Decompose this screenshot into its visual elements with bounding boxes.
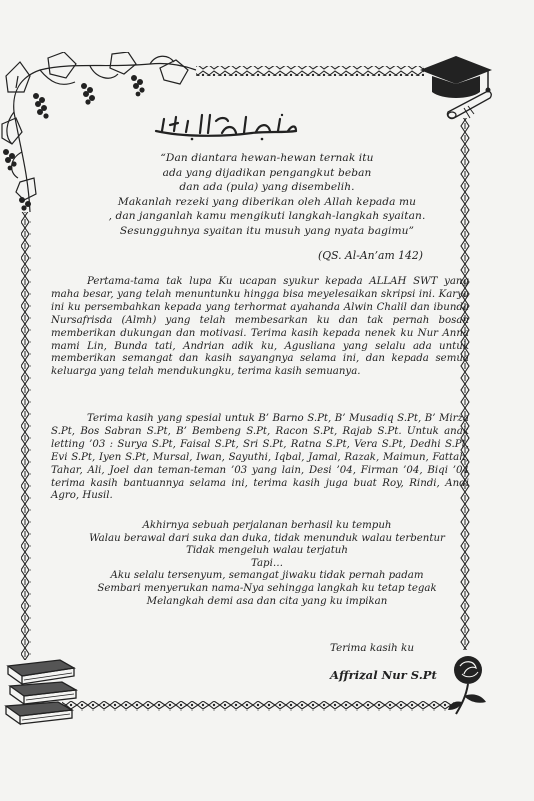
book-stack-icon [4, 656, 82, 726]
quote-line: ada yang dijadikan pengangkut beban [162, 166, 372, 179]
poem-line: Melangkah demi asa dan cita yang ku impikan [146, 595, 388, 607]
poem-line: Tapi… [250, 557, 284, 569]
rose-icon [446, 652, 496, 716]
poem-line: Tidak mengeluh walau terjatuh [186, 545, 348, 557]
signature-name: Affrizal Nur S.Pt [330, 668, 437, 682]
quote-reference: (QS. Al-An’am 142) [318, 249, 423, 262]
quote-line: “Dan diantara hewan-hewan ternak itu [160, 152, 374, 164]
quote-line: Makanlah rezeki yang diberikan oleh Allah kepada mu [117, 195, 417, 208]
poem-line: Aku selalu tersenyum, semangat jiwaku tidak pernah padam [110, 570, 424, 582]
signature-thanks: Terima kasih ku [330, 642, 415, 654]
quote-line: dan ada (pula) yang disembelih. [179, 181, 355, 194]
dedication-paragraph: Pertama-tama tak lupa Ku ucapan syukur kepada ALLAH SWT yang maha besar, yang telah menuntunku hingga bisa meyelesaikan skripsi ini. Karya ini ku persembahkan kepada yang terhormat ayahanda Alwin Chalil dan ibunda Nursafrisda (Almh) yang telah membesarkan ku dan tak pernah bosan memberikan dukungan dan motivasi. Terima kasih kepada nenek ku Nur Anna mami Lin, Bunda tati, Andrian adik ku, Agusliana yang selalu ada untuk memberikan semangat dan kasih sayangnya selama ini, dan kepada semua keluarga yang telah mendukungku, terima kasih semuanya. [51, 276, 469, 378]
poem-line: Akhirnya sebuah perjalanan berhasil ku tempuh [142, 520, 392, 531]
bismillah-calligraphy [152, 111, 300, 145]
poem-line: Sembari menyerukan nama-Nya sehingga langkah ku tetap tegak [97, 582, 437, 594]
thanks-paragraph: Terima kasih yang spesial untuk B’ Barno S.Pt, B’ Musadiq S.Pt, B’ Mirza S.Pt, Bos Sabran S.Pt, B’ Bembeng S.Pt, Racon S.Pt, Rajab S.Pt. Untuk anak letting ’03 : Surya S.Pt, Faisal S.Pt, Sri S.Pt, Ratna S.Pt, Vera S.Pt, Dedhi S.Pt, Evi S.Pt, Iyen S.Pt, Mursal, Iwan, Sayuthi, Iqbal, Jamal, Razak, Maimun, Fattah, Tahar, Ali, Joel dan teman-teman ’03 yang lain, Desi ’04, Firman ’04, Biqi ’04 terima kasih bantuannya selama ini, terima kasih juga buat Roy, Rindi, Andi Agro, Husil. [51, 413, 469, 502]
quote-line: Sesungguhnya syaitan itu musuh yang nyata bagimu” [119, 224, 415, 237]
quran-quote [0, 151, 534, 239]
quote-line: , dan janganlah kamu mengikuti langkah-langkah syaitan. [108, 210, 426, 223]
poem-line: Walau berawal dari suka dan duka, tidak menunduk walau terbentur [89, 532, 445, 544]
closing-poem [0, 520, 534, 608]
graduation-cap-icon [418, 52, 494, 124]
